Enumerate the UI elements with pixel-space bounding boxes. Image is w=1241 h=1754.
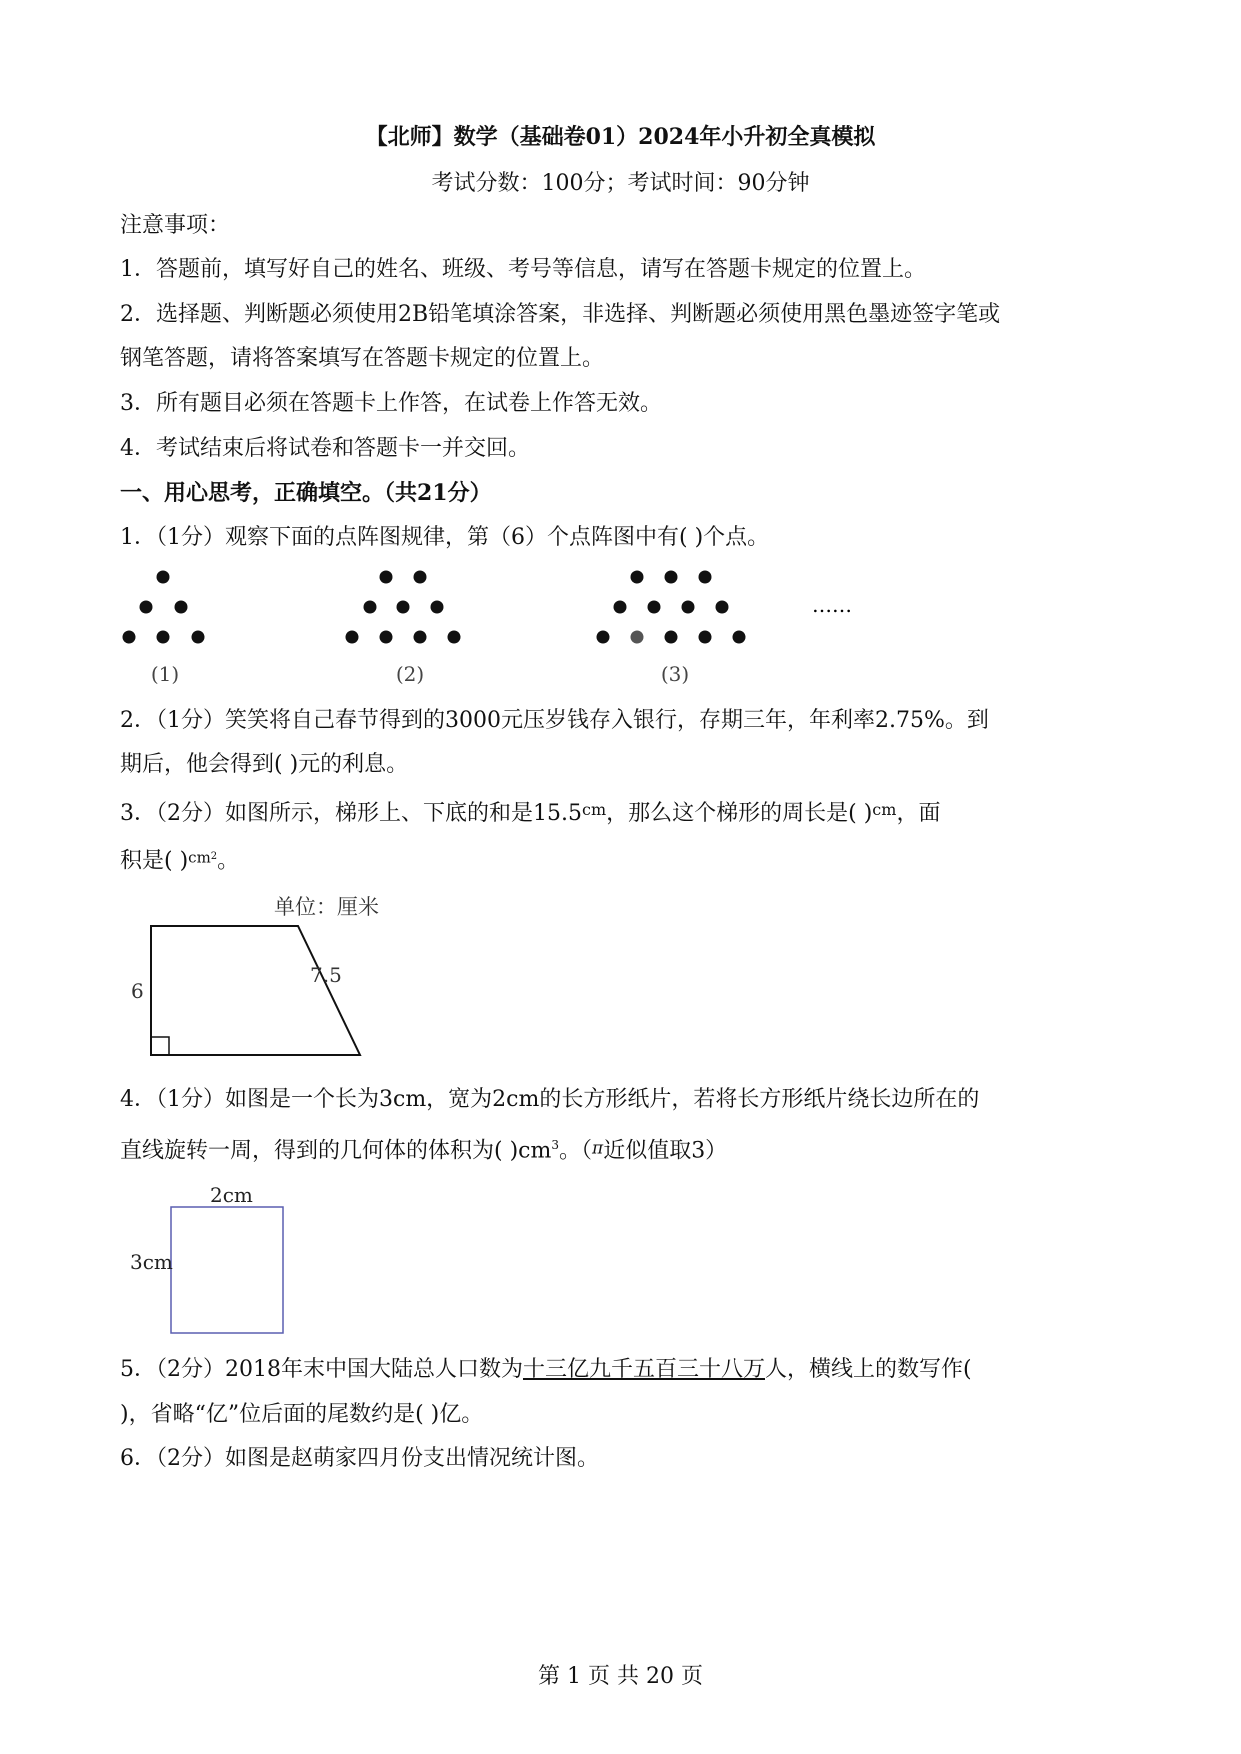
question-5-line1: [120, 1355, 972, 1385]
q3-text-e: 。: [217, 848, 240, 874]
q3-text-b: ，那么这个梯形的周长是( ): [606, 801, 873, 826]
q3-sup: 2: [210, 851, 218, 862]
pattern-label: (3): [660, 662, 690, 686]
q3-unit-cm: cm: [581, 800, 607, 819]
note-item: 1．答题前，填写好自己的姓名、班级、考号等信息，请写在答题卡规定的位置上。: [120, 257, 926, 282]
question-2-line2: 期后，他会得到( )元的利息。: [120, 752, 409, 777]
question-1-text: 1．（1分）观察下面的点阵图规律，第（6）个点阵图中有( )个点。: [120, 525, 770, 550]
q3-text-a: 3．（2分）如图所示，梯形上、下底的和是15.5: [120, 801, 582, 826]
underlined-number: 十三亿九千五百三十八万: [522, 1357, 765, 1382]
note-item: 2．选择题、判断题必须使用2B铅笔填涂答案，非选择、判断题必须使用黑色墨迹签字笔或: [120, 302, 1001, 327]
height-label: 6: [131, 979, 144, 1003]
q3-unit-cm: cm: [872, 800, 897, 819]
notes-heading: 注意事项：: [120, 213, 231, 238]
page-footer: 第 1 页 共 20 页: [538, 1664, 703, 1689]
q4-sup: 3: [551, 1138, 559, 1152]
question-5-line2: )，省略“亿”位后面的尾数约是( )亿。: [120, 1402, 484, 1427]
pattern-label: (1): [150, 662, 180, 686]
unit-label: 单位：厘米: [274, 895, 379, 919]
q5-text-b: 人，横线上的数写作(: [765, 1357, 972, 1382]
pi-symbol: π: [592, 1138, 604, 1159]
section-heading: 一、用心思考，正确填空。（共21分）: [120, 480, 492, 506]
rectangle-shape: [171, 1207, 283, 1333]
page-title: 【北师】数学（基础卷01）2024年小升初全真模拟: [365, 124, 876, 150]
width-label: 2cm: [210, 1183, 253, 1207]
q3-text-d: 积是( ): [120, 848, 189, 874]
slant-side-label: 7.5: [310, 963, 342, 987]
q4-text-a: 直线旋转一周，得到的几何体的体积为( )cm: [120, 1138, 552, 1164]
question-2-line1: 2．（1分）笑笑将自己春节得到的3000元压岁钱存入银行，存期三年，年利率2.75%。到: [120, 708, 989, 733]
note-item: 钢笔答题，请将答案填写在答题卡规定的位置上。: [120, 346, 605, 371]
question-6-text: 6．（2分）如图是赵萌家四月份支出情况统计图。: [120, 1446, 599, 1471]
q4-text-c: 近似值取3）: [603, 1138, 728, 1164]
dots-ellipsis: ……: [812, 593, 852, 617]
note-item: 4．考试结束后将试卷和答题卡一并交回。: [120, 436, 530, 461]
q3-unit-cm2: cm: [188, 848, 211, 867]
q5-text-a: 5．（2分）2018年末中国大陆总人口数为: [120, 1357, 523, 1382]
question-4-line1: 4．（1分）如图是一个长为3cm，宽为2cm的长方形纸片，若将长方形纸片绕长边所在的: [120, 1087, 980, 1112]
pattern-label: (2): [395, 662, 425, 686]
exam-info: 考试分数：100分；考试时间：90分钟: [431, 171, 810, 196]
q4-text-b: 。（: [558, 1138, 592, 1164]
note-item: 3．所有题目必须在答题卡上作答，在试卷上作答无效。: [120, 391, 662, 416]
q3-text-c: ，面: [896, 801, 941, 826]
length-label: 3cm: [130, 1250, 173, 1274]
